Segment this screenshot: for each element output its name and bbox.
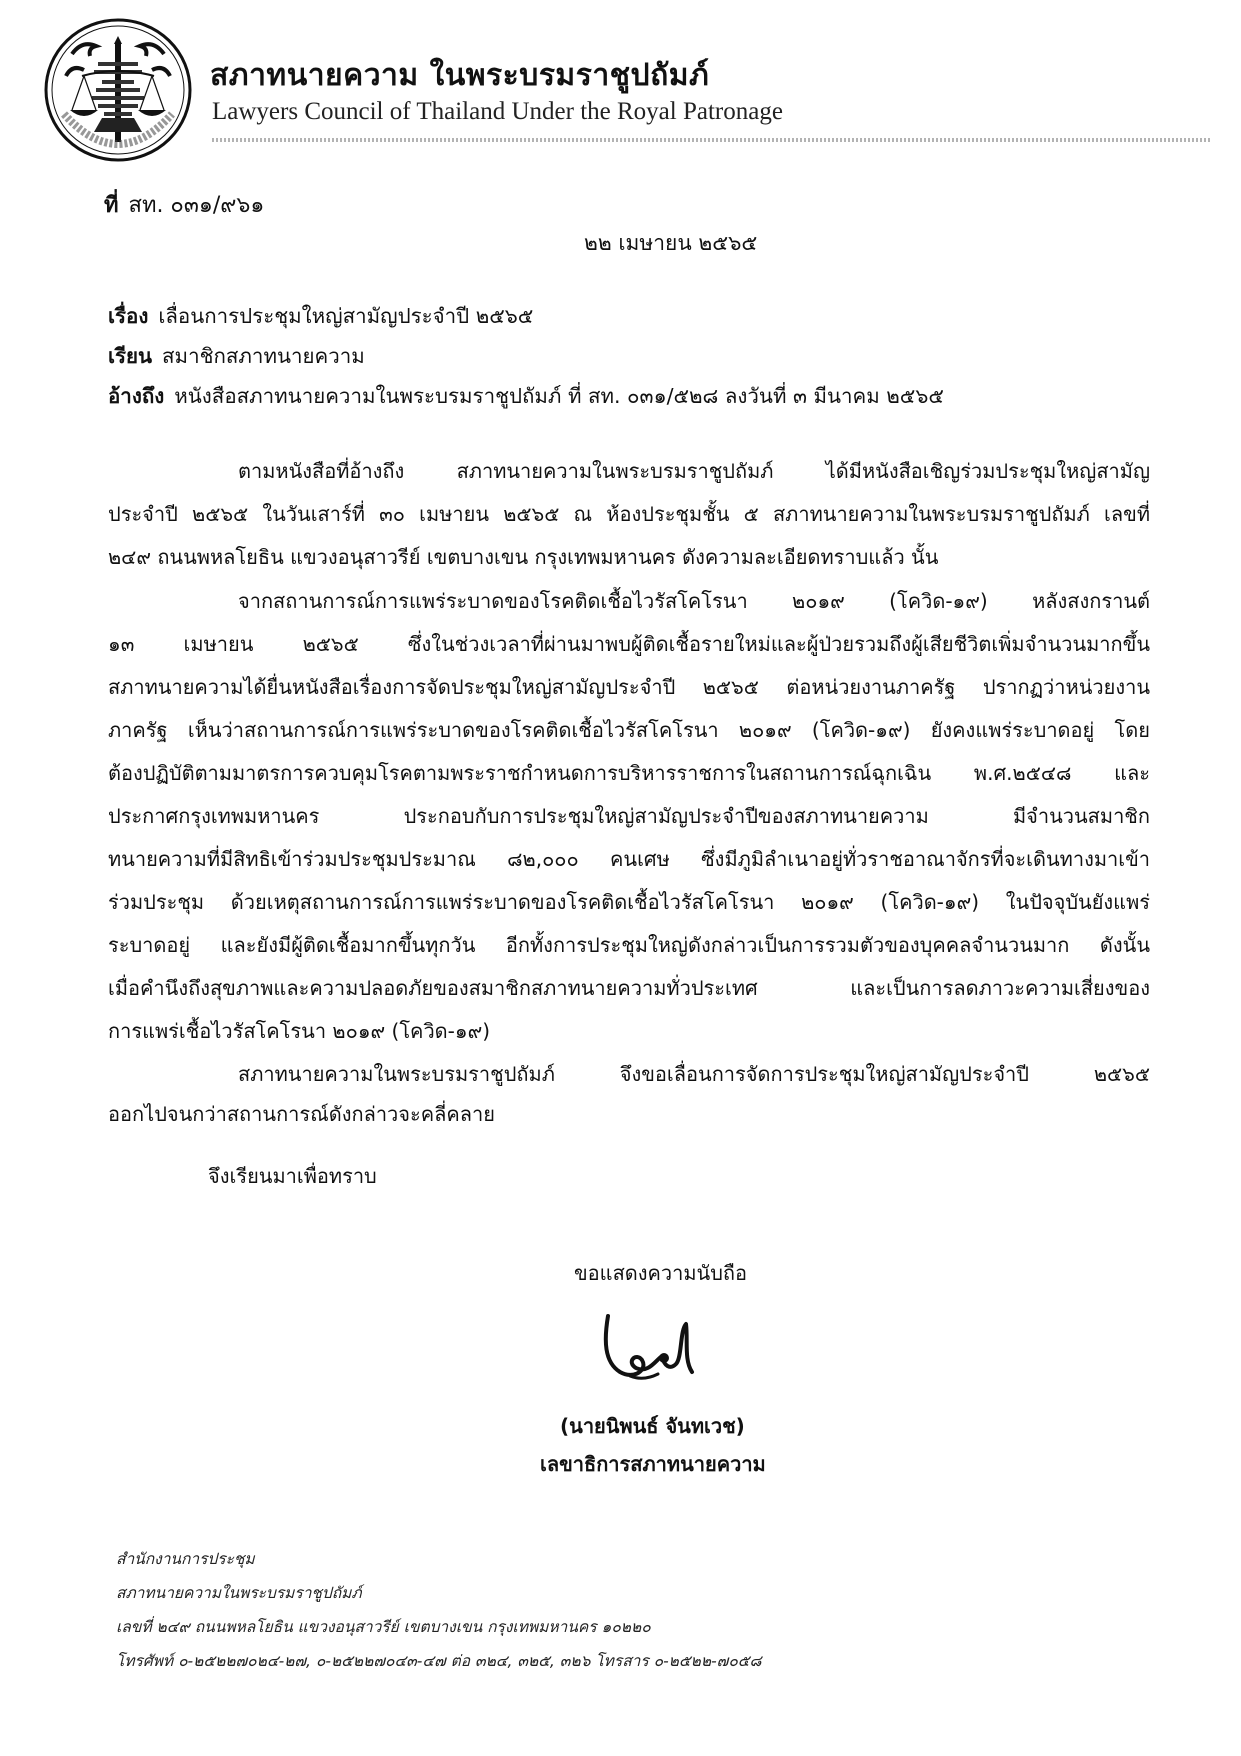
reference-value: สท. ๐๓๑/๙๖๑	[128, 193, 265, 218]
paragraph-2-line: สภาทนายความได้ยื่นหนังสือเรื่องการจัดประชุมใหญ่สามัญประจำปี ๒๕๖๕ ต่อหน่วยงานภาครัฐ ปรากฏว่าหน่วยงาน	[108, 675, 1150, 699]
paragraph-2-line: ร่วมประชุม ด้วยเหตุสถานการณ์การแพร่ระบาดของโรคติดเชื้อไวรัสโคโรนา ๒๐๑๙ (โควิด-๑๙) ในปัจจุบันยังแพร่	[108, 890, 1150, 914]
footer-contact: โทรศัพท์ ๐-๒๕๒๒๗๐๒๔-๒๗, ๐-๒๕๒๒๗๐๔๓-๔๗ ต่อ ๓๒๔, ๓๒๕, ๓๒๖ โทรสาร ๐-๒๕๒๒-๗๐๕๘	[116, 1652, 762, 1670]
recipient-line	[108, 340, 365, 373]
organization-name-thai: สภาทนายความ ในพระบรมราชูปถัมภ์	[210, 58, 710, 93]
paragraph-2-line: ต้องปฏิบัติตามมาตรการควบคุมโรคตามพระราชกำหนดการบริหารราชการในสถานการณ์ฉุกเฉิน พ.ศ.๒๕๔๘ และ	[108, 761, 1150, 785]
reference-number	[104, 187, 264, 222]
paragraph-3-line: ออกไปจนกว่าสถานการณ์ดังกล่าวจะคลี่คลาย	[108, 1102, 495, 1126]
paragraph-2-line: ประกาศกรุงเทพมหานคร ประกอบกับการประชุมใหญ่สามัญประจำปีของสภาทนายความ มีจำนวนสมาชิก	[108, 804, 1150, 828]
signer-name: (นายนิพนธ์ จันทเวช)	[560, 1414, 745, 1438]
footer-office: สำนักงานการประชุม	[116, 1550, 255, 1568]
regards-phrase: ขอแสดงความนับถือ	[574, 1261, 748, 1285]
header-divider	[212, 138, 1212, 142]
paragraph-1-line: ประจำปี ๒๕๖๕ ในวันเสาร์ที่ ๓๐ เมษายน ๒๕๖๕ ณ ห้องประชุมชั้น ๕ สภาทนายความในพระบรมราชูปถัมภ์ เลขที่	[108, 502, 1150, 526]
citation-label: อ้างถึง	[108, 384, 165, 408]
signer-title: เลขาธิการสภาทนายความ	[540, 1452, 766, 1476]
paragraph-1-line: ตามหนังสือที่อ้างถึง สภาทนายความในพระบรมราชูปถัมภ์ ได้มีหนังสือเชิญร่วมประชุมใหญ่สามัญ	[238, 459, 1150, 483]
footer-organization: สภาทนายความในพระบรมราชูปถัมภ์	[116, 1584, 362, 1602]
organization-name-english: Lawyers Council of Thailand Under the Royal Patronage	[212, 98, 783, 125]
paragraph-2-line: จากสถานการณ์การแพร่ระบาดของโรคติดเชื้อไวรัสโคโรนา ๒๐๑๙ (โควิด-๑๙) หลังสงกรานต์	[238, 589, 1150, 613]
subject-label: เรื่อง	[108, 304, 149, 328]
citation-text: หนังสือสภาทนายความในพระบรมราชูปถัมภ์ ที่ สท. ๐๓๑/๕๒๘ ลงวันที่ ๓ มีนาคม ๒๕๖๕	[174, 384, 944, 408]
lawyers-council-seal-icon	[42, 14, 194, 166]
footer-address: เลขที่ ๒๔๙ ถนนพหลโยธิน แขวงอนุสาวรีย์ เขตบางเขน กรุงเทพมหานคร ๑๐๒๒๐	[116, 1618, 651, 1636]
citation-line	[108, 380, 944, 413]
subject-line	[108, 300, 533, 333]
paragraph-1-line: ๒๔๙ ถนนพหลโยธิน แขวงอนุสาวรีย์ เขตบางเขน กรุงเทพมหานคร ดังความละเอียดทราบแล้ว นั้น	[108, 545, 939, 569]
paragraph-2-line: การแพร่เชื้อไวรัสโคโรนา ๒๐๑๙ (โควิด-๑๙)	[108, 1019, 491, 1043]
subject-text: เลื่อนการประชุมใหญ่สามัญประจำปี ๒๕๖๕	[158, 304, 534, 328]
reference-label: ที่	[104, 193, 119, 218]
closing-phrase: จึงเรียนมาเพื่อทราบ	[208, 1164, 377, 1188]
paragraph-2-line: ทนายความที่มีสิทธิเข้าร่วมประชุมประมาณ ๘๒,๐๐๐ คนเศษ ซึ่งมีภูมิลำเนาอยู่ทั่วราชอาณาจักรที่จะเดินทางมาเข้า	[108, 847, 1150, 871]
paragraph-3-line: สภาทนายความในพระบรมราชูปถัมภ์ จึงขอเลื่อนการจัดการประชุมใหญ่สามัญประจำปี ๒๕๖๕	[238, 1062, 1150, 1086]
paragraph-2-line: ภาครัฐ เห็นว่าสถานการณ์การแพร่ระบาดของโรคติดเชื้อไวรัสโคโรนา ๒๐๑๙ (โควิด-๑๙) ยังคงแพร่ระบาดอยู่ โดย	[108, 718, 1150, 742]
paragraph-2-line: เมื่อคำนึงถึงสุขภาพและความปลอดภัยของสมาชิกสภาทนายความทั่วประเทศ และเป็นการลดภาวะความเสี่ยงของ	[108, 976, 1150, 1000]
recipient-text: สมาชิกสภาทนายความ	[162, 344, 365, 368]
paragraph-2-line: ๑๓ เมษายน ๒๕๖๕ ซึ่งในช่วงเวลาที่ผ่านมาพบผู้ติดเชื้อรายใหม่และผู้ป่วยรวมถึงผู้เสียชีวิตเพิ่มจำนวนมากขึ้น	[108, 632, 1150, 656]
paragraph-2-line: ระบาดอยู่ และยังมีผู้ติดเชื้อมากขึ้นทุกวัน อีกทั้งการประชุมใหญ่ดังกล่าวเป็นการรวมตัวของบุคคลจำนวนมาก ดังนั้น	[108, 933, 1150, 957]
letter-date: ๒๒ เมษายน ๒๕๖๕	[584, 231, 758, 255]
recipient-label: เรียน	[108, 344, 153, 368]
handwritten-signature-icon	[600, 1310, 710, 1390]
